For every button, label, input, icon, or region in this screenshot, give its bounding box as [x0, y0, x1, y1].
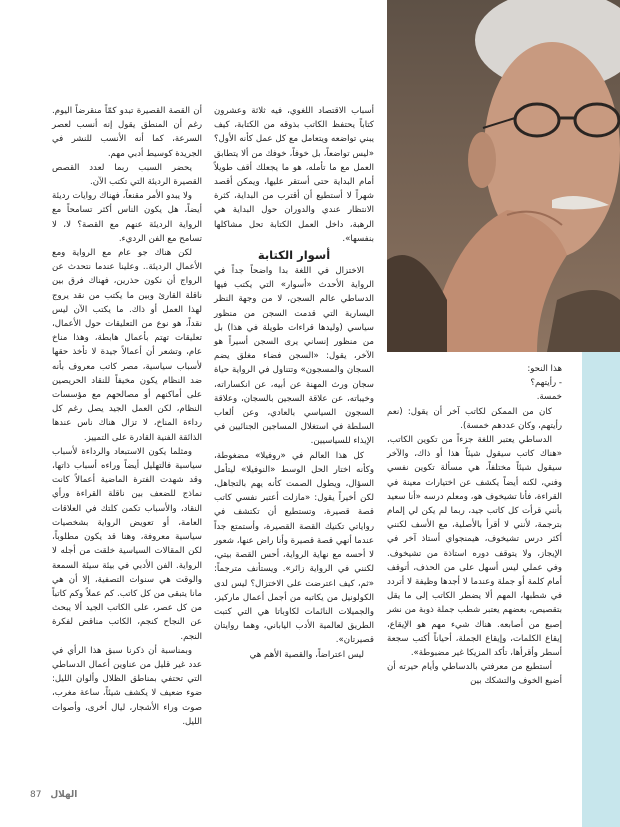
paragraph: - رأيتهم؟ — [530, 378, 562, 389]
paragraph: الدساطي يعتبر اللغة جزءاً من تكوين الكاتب، «هناك كاتب سيقول شيئاً هذا أو ذاك، والآخر سيقول شيئاً مختلفاً، هي مسألة تكوين نفسي وفني، لكنه أيضاً يكشف عن اختيارات معينة في القراءة، فأنا تشيخوف هو، ومعلم درسه «أنا سعيد بأنني قرأت كل كاتب جيد، ربما لم يكن لي إلمام بترجمة، لأنني لا أقرأ بالأصلية، مع الأسف لكنني أكثر درس تشيخوف، هيمنجواي أستاذ آخر في الإيجاز، ولا يتوقف دوره استاذة من تشيخوف. وفي عملي ليس أسهل على من الحذف، أتوقف أمام كلمة أو جملة وعندما لا أجدها وظيفة لا أتردد في شطبها، المهم ألا يضطر الكاتب إلى ما يقل بتقصيص، بعضهم يعتبر شطب جملة ذوبة من نشر إصبع من أصابعه. هناك شيء مهم هو الإيقاع، إيقاع الكلمات، وإيقاع الجملة، أحياناً أكتب سجعة أسطر وأقرأها، تأكد المزيكا غير مضبوطة». — [387, 435, 562, 659]
paragraph: أسباب الاقتصاد اللغوي، فيه ثلاثة وعشرون كتاباً يحتفظ الكاتب بذوقه من الكتابة، كيف يبني تواضعه ويتعامل مع كل عمل كأنه الأول؟ «ليس تواضعاً، بل خوفاً، خوفك من ألا يتطابق العمل مع ما تأمله، هو ما يجعلك أقف طويلاً أمام البداية حتى أستقر عليها، ويمكن أقصد شهراً لا أستطيع أن أقترب من البداية، كثرة الانتظار عندي والدوران حول البداية هي الرهبة، داخل العمل الكتابة تحل مشاكلها بنفسها». — [214, 106, 374, 244]
magazine-name: الهلال — [50, 790, 78, 800]
page-number: 87 — [30, 790, 42, 800]
paragraph: أستطيع من معرفتي بالدساطي وأيام حيرته أن أضيع الخوف والتشكك بين — [387, 662, 562, 687]
paragraph: كل هذا العالم في «روفيلا» مضغوطة، وكأنه اختار الحل الوسط «النوفيلا» ليتأمل السؤال، ويطول الصمت كأنه يهم بالتجاهل، لكن أخيراً يقول: «مازلت أعتبر نفسي كاتب قصة قصيرة، وتستطيع أن تكتشف في رواياتي تكنيك القصة القصيرة، وأستمتع جداً عندما أنهي قصة قصيرة وأنا راض عنها، شعور لا أحسه مع نهاية الرواية، أحس القصة بيتي، لكنني في الرواية زائر». ويستأنف مترجماً: «ثم، كيف اعترضت على الاختزال؟ ليس لدى الكولونيل من يكاتبه من أجمل أعمال ماركيز، والجميلات النائمات لكاوباتا هي التي كتبت الطريق لعالمية الأدب الياباني، وهما روايتان قصيرتان». — [214, 450, 374, 646]
paragraph: الاختزال في اللغة بدا واضحاً جداً في الرواية الأحدث «أسوار» التي يكتب فيها الدساطي عالم السجن، لا من وجهة النظر اليسارية التي قدمت السجن من منظور سياسي (وليدها قراءات طويلة في هذا) بل من منظور إنساني يرى السجن أسيراً هو الآخر، يقول: «السجن فضاء مغلق يضم السجان والمسجون» وتتناول في الرواية حياة سجان ورث المهنة عن أبيه، عن انكساراته، وخيباته، عن علاقة السجين بالسجان، وعلاقة السجون السياسي بالعادي، وعن ألعاب السلطة في استغلال المساجين الجنائيين في الإيذاء للسياسيين. — [214, 266, 374, 447]
decorative-side-strip — [582, 352, 620, 827]
paragraph: هذا النحو: — [527, 364, 562, 374]
section-heading: أسوار الكتابة — [257, 248, 331, 263]
paragraph: يحضر السبب ربما لعدد القصص القصيرة الرديئة التي تكتب الآن. — [52, 162, 202, 188]
author-photo — [387, 0, 620, 352]
text-column-left — [52, 104, 202, 729]
paragraph: ولا يبدو الأمر مقنعاً، فهناك روايات رديئة أيضاً، هل يكون الناس أكثر تسامحاً مع الرواية الرديئة عنهم مع القصة؟ لا، لا تسامح مع الفن الرديء. — [52, 191, 202, 244]
text-column-right — [387, 362, 562, 689]
page-footer — [30, 790, 77, 806]
author-portrait-image — [387, 0, 620, 352]
paragraph: أن القصة القصيرة تبدو كمّاً منقرضاً اليوم. رغم أن المنطق يقول إنه أنسب لعصر السرعة، كما أنه الأنسب للنشر في الجريدة كوسيط أدبي مهم. — [52, 106, 202, 159]
paragraph: خمسة. — [536, 392, 562, 403]
paragraph: وبمناسبة أن ذكرنا سبق هذا الرأي في عدد غير قليل من عناوين أعمال الدساطي التي تحتفي بمناطق الظلال وألوان الليل: ضوء ضعيف لا يكشف شيئاً، ساعة مغرب، صوت وراء الأشجار، ليال أخرى، وأصوات الليل. — [52, 645, 202, 727]
text-column-middle — [214, 104, 374, 662]
paragraph: لكن هناك جو عام مع الرواية ومع الأعمال الرديئة.. وعلينا عندما نتحدث عن الرواج أن نكون حذرين، فهناك فرق بين ناقلة القارئ وبين ما يكتب من نقد يروج لهذا العمل أو ذاك. ما يكتب الآن ليس نقداً، هو نوع من التعليقات حول الأعمال، تعليقات تهتم بأعمال هابطة، وهذا مناخ عام، وتشعر أن أعمالاً جيدة لا تأخذ حقها لأسباب سياسية، مصر كاتب معروف بأنه ضد النظام يكون مخيفاً للنقاد الحريصين على أماكنهم أو مصالحهم مع مؤسسات النظام، لكن العمل الجيد يصل رغم كل رداءة المناخ، لا تزال هناك ناس عندها الذائقة الفنية القادرة على التمييز. — [52, 248, 202, 443]
paragraph: ليس اعتراضاً، والقصية الأهم هي — [249, 649, 364, 660]
paragraph: كان من الممكن لكاتب آخر أن يقول: (نعم رأيتهم، وكان عددهم خمسة). — [387, 406, 562, 431]
paragraph: ومثلما يكون الاستبعاد والرداءة لأسباب سياسية فالتهليل أيضاً وراءه أسباب ذاتها، وقد شهدت الفترة الماضية أعمالاً كانت نماذج للضعف بين ناقلة القراءة ورأي النقاد، والأسباب تكمن كلتك في العلاقات العامة، أو تعويض الرواية بشخصيات سياسية معروفة، وهنا قد يكون مطلوباً، لكن المقالات السياسية خلقت من أجله لا الرواية. الفن الأدبي في بيئة سيئة السمعة والوقت هي سنوات التصفية، إلا أن هي مانا يتبقى من كل كاتب. كم عملاً وكم كاتباً من كل عصر، على الكاتب الجيد ألا يبحث عن النجاح كنجم، الكاتب مناقض لفكرة النجم. — [52, 446, 202, 642]
